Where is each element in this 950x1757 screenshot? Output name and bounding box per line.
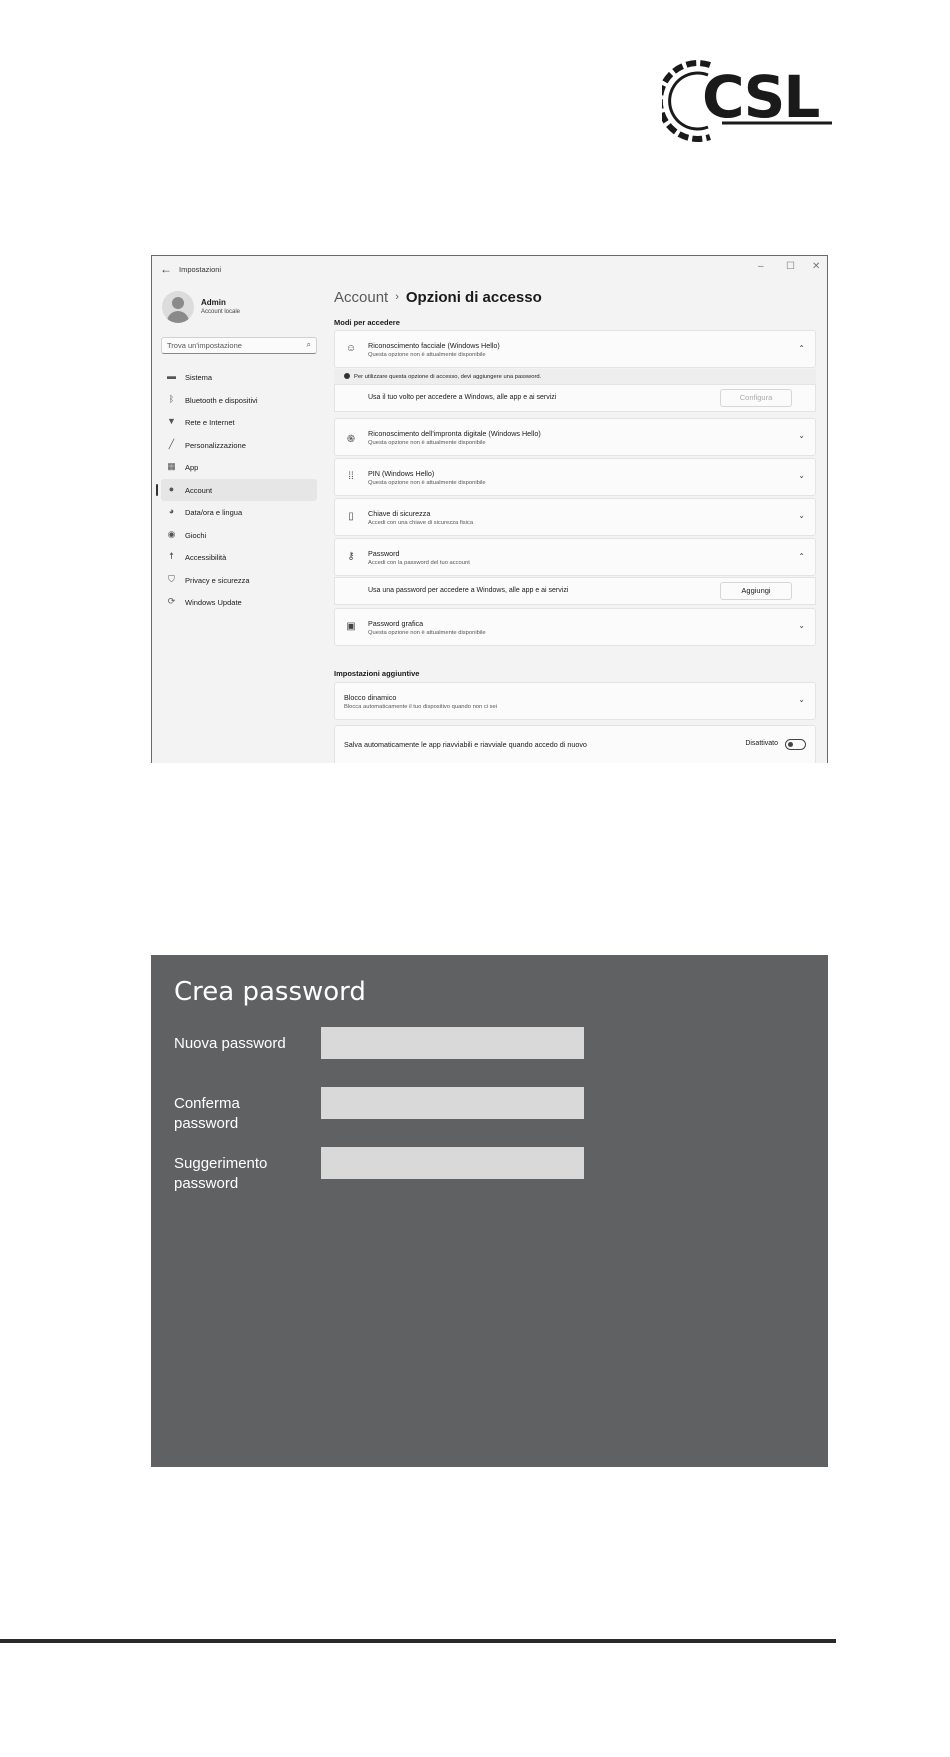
- chevron-down-icon[interactable]: ⌄: [798, 511, 805, 520]
- search-placeholder: Trova un'impostazione: [167, 341, 242, 350]
- add-password-button[interactable]: Aggiungi: [720, 582, 792, 600]
- bluetooth-icon: ᛒ: [168, 393, 175, 404]
- keypad-icon: ⁞⁞: [348, 471, 354, 482]
- password-hint-input[interactable]: [321, 1147, 584, 1179]
- section-title-ways: Modi per accedere: [334, 318, 400, 327]
- card-title: Password: [368, 549, 400, 558]
- accessibility-icon: ☨: [169, 551, 174, 561]
- face-icon: ☺: [345, 343, 357, 354]
- sidebar-nav: [152, 366, 317, 614]
- chevron-down-icon[interactable]: ⌄: [798, 431, 805, 440]
- card-title: Riconoscimento facciale (Windows Hello): [368, 341, 500, 350]
- person-icon: ●: [168, 483, 175, 494]
- update-icon: ⟳: [167, 596, 176, 606]
- sidebar-item-bluetooth[interactable]: [161, 389, 317, 412]
- chevron-up-icon[interactable]: ⌃: [798, 344, 805, 353]
- sidebar-item-sistema[interactable]: [161, 366, 317, 389]
- row-text: Usa il tuo volto per accedere a Windows, alle app e ai servizi: [368, 394, 557, 401]
- info-icon: [344, 373, 350, 379]
- breadcrumb-separator: ›: [395, 291, 399, 303]
- card-subtitle: Accedi con una chiave di sicurezza fisica: [368, 520, 474, 526]
- confirm-password-label: Conferma password: [174, 1095, 240, 1132]
- gamepad-icon: ◉: [167, 528, 176, 539]
- sidebar-item-label: Privacy e sicurezza: [185, 575, 250, 585]
- card-subtitle: Accedi con la password del tuo account: [368, 560, 470, 566]
- restart-apps-toggle[interactable]: [785, 739, 806, 750]
- password-card[interactable]: [334, 538, 816, 576]
- dynamic-lock-card[interactable]: [334, 682, 816, 720]
- sidebar-item-label: Accessibilità: [185, 553, 227, 562]
- sidebar-item-label: Account: [185, 485, 213, 495]
- search-input[interactable]: [161, 337, 317, 354]
- pin-card[interactable]: [334, 458, 816, 496]
- card-title: Salva automaticamente le app riavviabili e riavviale quando accedo di nuovo: [344, 740, 587, 749]
- sidebar-item-privacy[interactable]: [161, 569, 317, 592]
- back-arrow-icon[interactable]: ←: [160, 262, 172, 276]
- card-title: Chiave di sicurezza: [368, 509, 431, 518]
- face-setup-row: [334, 384, 816, 412]
- title-bar: [152, 256, 827, 284]
- account-type: Account locale: [201, 309, 241, 315]
- sidebar-item-label: Data/ora e lingua: [185, 508, 243, 517]
- chevron-down-icon[interactable]: ⌄: [798, 621, 805, 630]
- logo-underline: [662, 55, 832, 147]
- sidebar-item-label: Bluetooth e dispositivi: [185, 395, 258, 405]
- main-content: [317, 284, 828, 763]
- create-password-panel: [151, 955, 828, 1467]
- sidebar-item-personalizzazione[interactable]: [161, 434, 317, 457]
- sidebar-item-app[interactable]: [161, 456, 317, 479]
- confirm-password-input[interactable]: [321, 1087, 584, 1119]
- key-icon: ⚷: [347, 551, 355, 562]
- configure-button[interactable]: Configura: [720, 389, 792, 407]
- breadcrumb: [334, 289, 542, 306]
- card-subtitle: Questa opzione non è attualmente disponibile: [368, 352, 486, 358]
- security-key-card[interactable]: [334, 498, 816, 536]
- usb-key-icon: ▯: [348, 511, 354, 522]
- wifi-icon: ▼: [167, 416, 176, 426]
- apps-icon: ▦: [167, 461, 176, 471]
- face-recognition-card[interactable]: [334, 330, 816, 368]
- chevron-up-icon[interactable]: ⌃: [798, 552, 805, 561]
- csl-logo: [662, 55, 832, 147]
- monitor-icon: ▬: [167, 371, 176, 381]
- logo-text: CSL: [702, 63, 819, 131]
- user-name: Admin: [201, 298, 226, 307]
- face-info-row: [334, 369, 816, 384]
- sidebar-item-accessibilita[interactable]: [161, 546, 317, 569]
- row-text: Usa una password per accedere a Windows, alle app e ai servizi: [368, 587, 569, 594]
- avatar[interactable]: [162, 291, 194, 323]
- settings-window: [151, 255, 828, 763]
- restart-apps-card: [334, 725, 816, 763]
- breadcrumb-parent[interactable]: Account: [334, 289, 389, 306]
- sidebar-item-label: Giochi: [185, 530, 207, 540]
- search-icon: ⌕: [306, 340, 311, 349]
- brush-icon: ╱: [168, 438, 175, 449]
- picture-password-card[interactable]: [334, 608, 816, 646]
- fingerprint-card[interactable]: [334, 418, 816, 456]
- fingerprint-icon: ֍: [346, 434, 356, 445]
- page-title: Opzioni di accesso: [405, 289, 542, 306]
- sidebar: [152, 284, 317, 763]
- sidebar-item-giochi[interactable]: [161, 524, 317, 547]
- card-title: Password grafica: [368, 619, 424, 628]
- sidebar-item-data-ora[interactable]: [161, 501, 317, 524]
- toggle-state-label: Disattivato: [745, 740, 778, 747]
- card-subtitle: Questa opzione non è attualmente disponibile: [368, 480, 486, 486]
- minimize-button[interactable]: –: [758, 261, 764, 272]
- create-password-title: Crea password: [174, 977, 366, 1007]
- card-title: PIN (Windows Hello): [368, 469, 435, 478]
- card-subtitle: Questa opzione non è attualmente disponibile: [368, 630, 486, 636]
- sidebar-item-label: Rete e Internet: [185, 418, 235, 427]
- shield-icon: ⛉: [168, 573, 175, 584]
- password-hint-label: Suggerimento password: [174, 1155, 268, 1192]
- sidebar-item-label: Sistema: [185, 373, 213, 382]
- chevron-down-icon[interactable]: ⌄: [798, 695, 805, 704]
- sidebar-item-label: App: [185, 463, 199, 472]
- card-title: Blocco dinamico: [344, 693, 397, 702]
- new-password-label: Nuova password: [174, 1035, 286, 1052]
- app-title: Impostazioni: [179, 265, 222, 274]
- card-subtitle: Blocca automaticamente il tuo dispositivo quando non ci sei: [344, 704, 498, 710]
- maximize-button[interactable]: ☐: [786, 261, 795, 272]
- sidebar-item-label: Windows Update: [185, 598, 242, 607]
- picture-icon: ▣: [346, 621, 356, 632]
- info-text: [344, 373, 541, 380]
- globe-clock-icon: ◕: [168, 506, 175, 516]
- chevron-down-icon[interactable]: ⌄: [798, 471, 805, 480]
- card-title: Riconoscimento dell'impronta digitale (Windows Hello): [368, 429, 541, 438]
- section-title-additional: Impostazioni aggiuntive: [334, 669, 420, 678]
- sidebar-item-account[interactable]: [161, 479, 317, 502]
- password-add-row: [334, 577, 816, 605]
- card-subtitle: Questa opzione non è attualmente disponibile: [368, 440, 486, 446]
- sidebar-item-windows-update[interactable]: [161, 591, 317, 614]
- info-message: Per utilizzare questa opzione di accesso, devi aggiungere una password.: [354, 374, 542, 380]
- sidebar-item-label: Personalizzazione: [185, 440, 246, 450]
- close-button[interactable]: ✕: [812, 261, 821, 272]
- new-password-input[interactable]: [321, 1027, 584, 1059]
- bottom-rule: [0, 1639, 836, 1643]
- sidebar-item-rete[interactable]: [161, 411, 317, 434]
